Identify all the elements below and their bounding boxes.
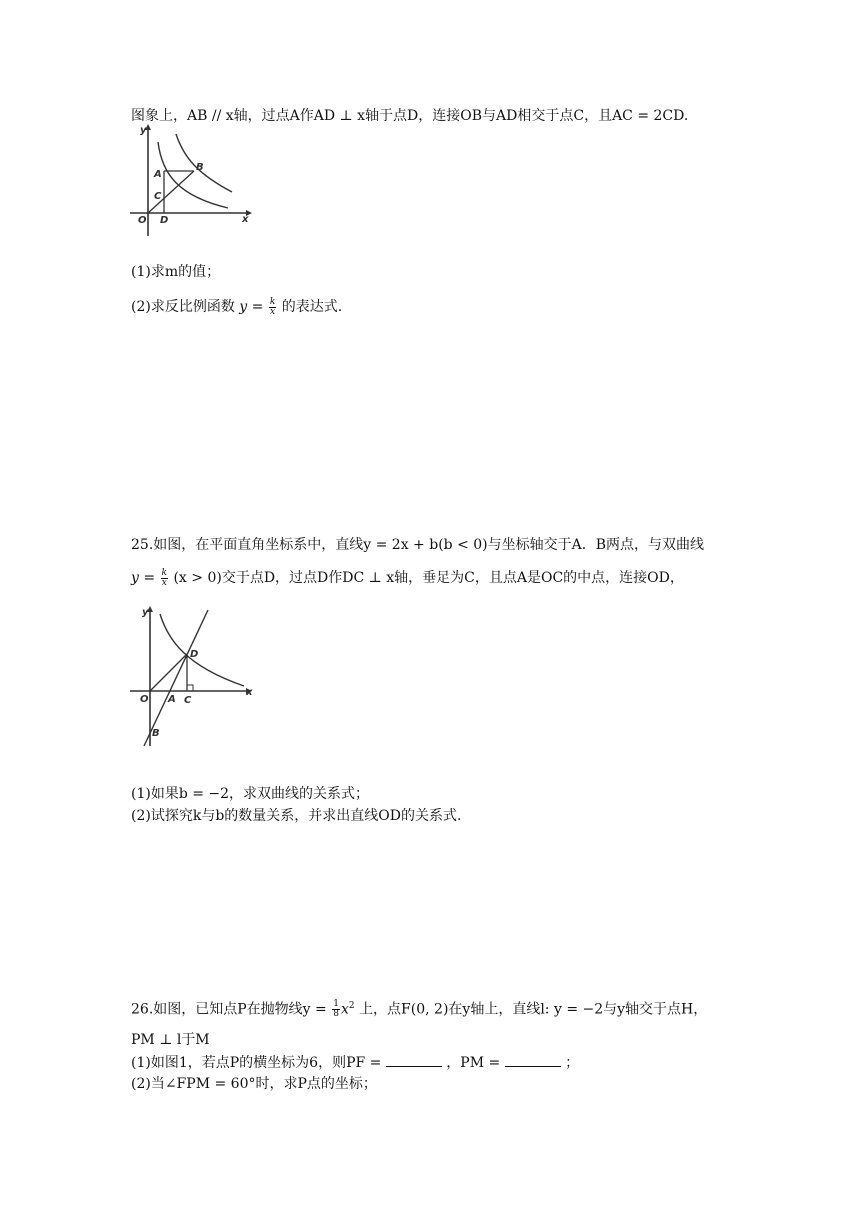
q24-label-b: B (196, 162, 204, 173)
q25-label-c: C (184, 695, 192, 706)
q25-line1-text: 25.如图，在平面直角坐标系中，直线y = 2x + b(b < 0)与坐标轴交于A．B两点，与双曲线 (131, 537, 705, 553)
q26-frac-denominator: 8 (333, 1009, 339, 1020)
q26-part2 (131, 1074, 377, 1094)
q24-label-y: y (140, 125, 147, 136)
q26-line2-text: PM ⊥ l于M (131, 1032, 210, 1048)
q25-right-angle-mark (187, 685, 193, 691)
q24-label-c: C (154, 191, 162, 202)
q24-curve-outer (176, 134, 232, 192)
q25-statement-line1 (131, 535, 704, 555)
q25-line2-eq: y = (131, 570, 156, 586)
q24-part1-text: (1)求m的值； (131, 264, 221, 280)
q26-line1-superscript: 2 (348, 1001, 355, 1011)
q24-part2-pre: (2)求反比例函数 (131, 299, 235, 315)
q24-part2 (131, 297, 342, 317)
q25-line2-fraction (161, 569, 168, 588)
q26-part1-mid: ，PM = (446, 1055, 501, 1071)
q26-frac-numerator: 1 (333, 999, 339, 1010)
q25-frac-denominator: x (161, 577, 167, 588)
q24-part2-eq: y = (239, 299, 264, 315)
q24-figure (128, 124, 258, 239)
q26-pm-answer-blank[interactable] (505, 1052, 561, 1067)
q25-hyperbola (160, 614, 244, 686)
q26-line1-fraction (332, 1000, 340, 1019)
q26-part1-post: ； (565, 1055, 580, 1071)
q26-line1-post: 上，点F(0, 2)在y轴上，直线l: y = −2与y轴交于点H， (359, 1001, 708, 1018)
q25-label-y: y (142, 607, 149, 618)
q25-line2-post: (x > 0)交于点D，过点D作DC ⊥ x轴，垂足为C，且点A是OC的中点，连接OD， (173, 570, 684, 586)
q25-label-a: A (168, 694, 176, 705)
q24-graph (128, 124, 258, 239)
q25-part1 (131, 784, 369, 804)
q26-pf-answer-blank[interactable] (386, 1052, 442, 1067)
q24-frac-denominator: x (270, 306, 276, 317)
q24-label-o: O (138, 215, 147, 226)
q25-statement-line2 (131, 568, 684, 588)
q25-label-b: B (152, 728, 160, 739)
q24-label-x: x (242, 214, 249, 225)
q24-line1-text: 图象上，AB // x轴，过点A作AD ⊥ x轴于点D，连接OB与AD相交于点C，且AC = 2CD. (131, 108, 689, 124)
q26-statement-line1 (131, 996, 707, 1020)
q26-statement-line2 (131, 1030, 210, 1050)
q25-segment-od (150, 654, 187, 691)
q25-figure (128, 606, 258, 748)
q26-line1-pre: 26.如图，已知点P在抛物线y = (131, 1001, 327, 1018)
q24-curve-inner (158, 142, 228, 208)
q25-graph (128, 606, 258, 748)
q26-part1-pre: (1)如图1，若点P的横坐标为6，则PF = (131, 1055, 382, 1071)
q26-part2-text: (2)当∠FPM = 60°时，求P点的坐标； (131, 1076, 377, 1092)
q24-label-a: A (154, 169, 162, 180)
q24-part1 (131, 262, 220, 282)
q26-part1 (131, 1052, 579, 1073)
q24-label-d: D (160, 215, 169, 226)
q26-line1-x: x (340, 1001, 349, 1018)
q25-frac-numerator: k (161, 567, 168, 578)
q24-part2-fraction (269, 298, 276, 317)
q25-part2-text: (2)试探究k与b的数量关系，并求出直线OD的关系式. (131, 808, 462, 824)
q25-part2 (131, 806, 461, 826)
q24-statement-line (131, 106, 688, 126)
q25-label-o: O (140, 694, 149, 705)
q25-label-x: x (246, 687, 253, 698)
q24-frac-numerator: k (269, 296, 276, 307)
q25-label-d: D (190, 649, 199, 660)
q25-line-ab (144, 610, 208, 746)
q24-part2-post: 的表达式. (281, 299, 343, 315)
q25-part1-text: (1)如果b = −2，求双曲线的关系式； (131, 786, 370, 802)
